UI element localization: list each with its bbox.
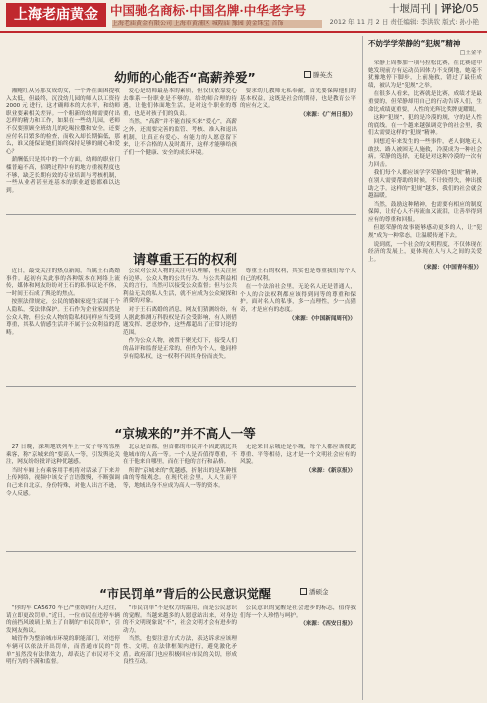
column-divider	[362, 36, 363, 700]
byline-text: □王金平	[459, 50, 482, 56]
paragraph: 尊重王石的权利，其实也是尊重我们每个人自己的权利。	[240, 268, 356, 282]
paragraph: 当然，“高薪”并不能直接买来“爱心”，高薪之外，还需要完善的监管、考核、准入和退出机制，让真正有爱心、有能力的人愿意留下来，让不合格的人及时离开，这样才能够给孩子们一个健康、安全的成长环境。	[123, 119, 237, 156]
paragraph: 当然，也要注意方式方法，表达诉求应该理性、文明，在法律框架内进行，避免激化矛盾。政府部门也应积极回应市民的关切，形成良性互动。	[123, 636, 237, 666]
article-body	[123, 605, 237, 699]
paragraph: 城管作为整治城市环境的职能部门，对违停车辆可以依法开出罚单，而普通市民的“罚单”虽然没有法律效力，却表达了市民对不文明行为的不满和监督。	[6, 636, 120, 666]
issue-name: 十堰周刊	[388, 3, 431, 15]
masthead	[0, 0, 487, 33]
paragraph: 所谓“京城来的”优越感，折射出的是某种扭曲的等级观念。在现代社会里，人人生而平等，地域出身不应成为高人一等的资本。	[123, 467, 237, 489]
article-body	[240, 444, 356, 546]
article-source: （来源：《广州日报》）	[300, 111, 356, 118]
paragraph: 近日，最受关注的热点新闻，当属王石离婚事件。起初有关此事的各种版本在网络上流传，媒体和网友纷纷对王石的私事议论不休，一时间王石成了舆论的焦点。	[6, 268, 120, 297]
sidebar-body	[368, 60, 482, 700]
byline-text: 潘硕金	[309, 588, 329, 596]
brand-slogan: 中国驰名商标·中国名牌·中华老字号	[110, 3, 307, 18]
section-divider	[6, 551, 356, 552]
section-divider	[6, 386, 356, 387]
page-number: 05	[465, 3, 479, 15]
paragraph: 这种“犯规”，犯的是冷漠的规，守的是人性的底线。在一个越来越强调竞争的社会里，我们太需要这样的“犯规”精神。	[368, 115, 482, 137]
section-name: 评论	[441, 3, 463, 15]
article-headline: 幼师的心能否“高薪养爱”	[114, 70, 256, 85]
paragraph: 湘鲍红从另那女成幼女，一个外在面困提收入太低，但最终，沉没幼儿园的师人以工资待 2000 元 进行，这才确师本的大水平，和幼师职业要素相关差异。一个粗新的幼师需要付出怎样的精力和工作，如果在一些幼儿园，老师不仅要照顾全班幼儿的吃喝拉撒和安全，还要应付名目繁多的检查，而收入却长期偏低，那么，谁又能保证她们始终保持足够的耐心和爱心？	[6, 88, 120, 155]
article-body	[240, 605, 356, 699]
article-body	[240, 88, 356, 210]
paragraph: 按照法律规定，公民的婚姻家庭生活属于个人隐私，受法律保护。王石作为企业家固然是公众人物，但公众人物的隐私权同样应当受到尊重，其私人情感生活并不属于公众利益的范畴。	[6, 299, 120, 336]
article-source: （来源：《中国青年报》）	[420, 265, 482, 272]
article-byline	[300, 587, 329, 596]
byline-text: 滕英杰	[313, 71, 333, 79]
brand-logo: 上海老庙黄金	[6, 3, 106, 27]
masthead-rule	[0, 31, 487, 33]
paragraph: 北京是首都，但首都的市民并不因此就比其他城市的人高一等。一个人是否值得尊重，不在于他来自哪里，而在于他的言行和品格。	[123, 444, 237, 466]
article-headline: “市民罚单”背后的公民意识觉醒	[99, 587, 271, 601]
paragraph: 荣静上周参加一项马拉松比赛，在比赛途中她发现前方有运动员因体力不支倒地，她毫不犹豫地停下脚步，上前施救，错过了最佳成绩，被认为是“犯规”之举。	[368, 60, 482, 89]
date-line: 2012 年 11 月 2 日 责任编辑: 李洪钦 版式: 孙小艳	[329, 18, 479, 26]
paragraph: 说到底，一个社会的文明程度，不仅体现在经济的发展上，更体现在人与人之间的关爱上。	[368, 241, 482, 263]
paragraph: 但愿荣静的故事能够感动更多的人，让“犯规”成为一种常态，让温暖传递下去。	[368, 225, 482, 240]
sidebar-headline: 不妨学学荣静的“犯规”精神	[368, 39, 461, 48]
article-headline: 请尊重王石的权利	[132, 253, 237, 268]
paragraph: 无论来自京城还是小城，每个人都应该彼此尊重、平等相待，这才是一个文明社会应有的风貌。	[240, 444, 356, 466]
paragraph: 要求幼儿教师无私奉献，首先要保障他们的基本权益，这既是社会的期待，也是教育公平的应有之义。	[240, 88, 356, 110]
paragraph: 爱心是幼师最基本的素质，但仅仅依靠爱心去维系一份职业是不够的。给幼师合理的待遇，让他们体面地生活，是对这个职业的尊重，也是对孩子们的负责。	[123, 88, 237, 117]
byline-square-icon	[304, 71, 311, 78]
sidebar-byline	[368, 50, 482, 59]
paragraph: 在很多人看来，比赛就是比赛，成绩才是最重要的，但荣静却用自己的行动告诉人们，生命比成绩更重要，人性的光辉比奖牌更耀眼。	[368, 91, 482, 113]
paragraph: 作为公众人物，被置于聚光灯下，接受人们的品评和监督是正常的，但作为个人，他同样享有隐私权，这一权利不因其身份而丧失。	[123, 338, 237, 360]
article-body	[123, 444, 237, 546]
section-divider	[6, 214, 356, 215]
article-byline	[304, 70, 333, 79]
article-body	[123, 268, 237, 380]
paragraph: “市民罚单”不是权力的滥用，而是公民意识的觉醒。当越来越多的人愿意站出来，对身边的不文明现象说“不”，社会文明才会有进步的动力。	[123, 605, 237, 634]
paragraph: 27 日晚，深圳地铁列车上一女子辱骂邻座乘客，称“京城来的”要高人一等，引发舆论关注，网友纷纷批评这种优越感。	[6, 444, 120, 466]
article-body	[6, 605, 120, 699]
paragraph: 在一个法治社会里，无论名人还是普通人，个人的合法权利都应该得到同等的尊重和保护。面对名人的私事，多一点理性，少一点猎奇，才是应有的态度。	[240, 284, 356, 313]
paragraph: 薪酬低只是其中的一个方面，幼师的职业门槛普遍不高，招聘过程中有的地方重视程度也不够，缺乏长期有效的专业培训与考核机制，一些从业者甚至连基本的职业道德都难以达到。	[6, 157, 120, 194]
article-body	[6, 444, 120, 546]
brand-slogan-sub: 上海老庙黄金有限公司 上海市黄浦区 城隍庙 豫园 黄金珠宝 首饰	[112, 20, 322, 28]
paragraph: 当然，鼓励这种精神，也需要有相应的制度保障，让好心人不再流血又流泪，让善举得到应有的尊重和回报。	[368, 201, 482, 223]
byline-square-icon	[300, 588, 307, 595]
paragraph: 我们每个人都应该学学荣静的“犯规”精神，在别人需要帮助的时候，不计较得失，伸出援助之手。这样的“犯规”越多，我们的社会就会越温暖。	[368, 170, 482, 200]
paragraph: 对于王石离婚的消息，网友们猜测纷纷，有人据此推测万科股权是否会受影响，有人则借题发挥、恶意炒作，这些都超出了正常讨论的范围。	[123, 306, 237, 336]
paragraph: 公民意识的觉醒是社会进步的标志，值得我们每一个人珍惜与呵护。	[240, 605, 356, 619]
article-source: （来源：《中国新闻周刊》）	[288, 315, 356, 322]
paragraph: 当时车厢上有乘客用手机将对话录了下来并上传网络，视频中该女子言语傲慢，不断强调自己来自北京，身份特殊，对他人出言不逊，令人反感。	[6, 467, 120, 497]
article-body	[240, 268, 356, 380]
paragraph: 公众对公众人物的关注可以理解，但关注应有边界。公众人物的公共行为、与公共利益相关的言行，当然可以接受公众监督；但与公共利益无关的私人生活，就不应成为公众窥探和消费的对象。	[123, 268, 237, 305]
article-body	[6, 88, 120, 210]
article-source: （来源：《西安日报》）	[300, 621, 356, 628]
article-source: （来源：《新京报》）	[305, 467, 356, 474]
article-headline: “京城来的”并不高人一等	[114, 426, 256, 441]
paragraph: “你的车 CA5670 车已严重妨碍行人过往，请立即更改罚单。”近日，一位市民在违停车辆的前挡风玻璃上贴上了自制的“市民罚单”，引发网友热议。	[6, 605, 120, 634]
paragraph: 回想近年来发生的一些事件，老人倒地无人敢扶、路人被困无人施救，冷漠成为一种社会病。荣静的选择，无疑是对这种冷漠的一次有力回击。	[368, 138, 482, 168]
article-body	[6, 268, 120, 380]
article-body	[123, 88, 237, 210]
issue-title: 十堰周刊 | 评论/05	[388, 3, 479, 15]
